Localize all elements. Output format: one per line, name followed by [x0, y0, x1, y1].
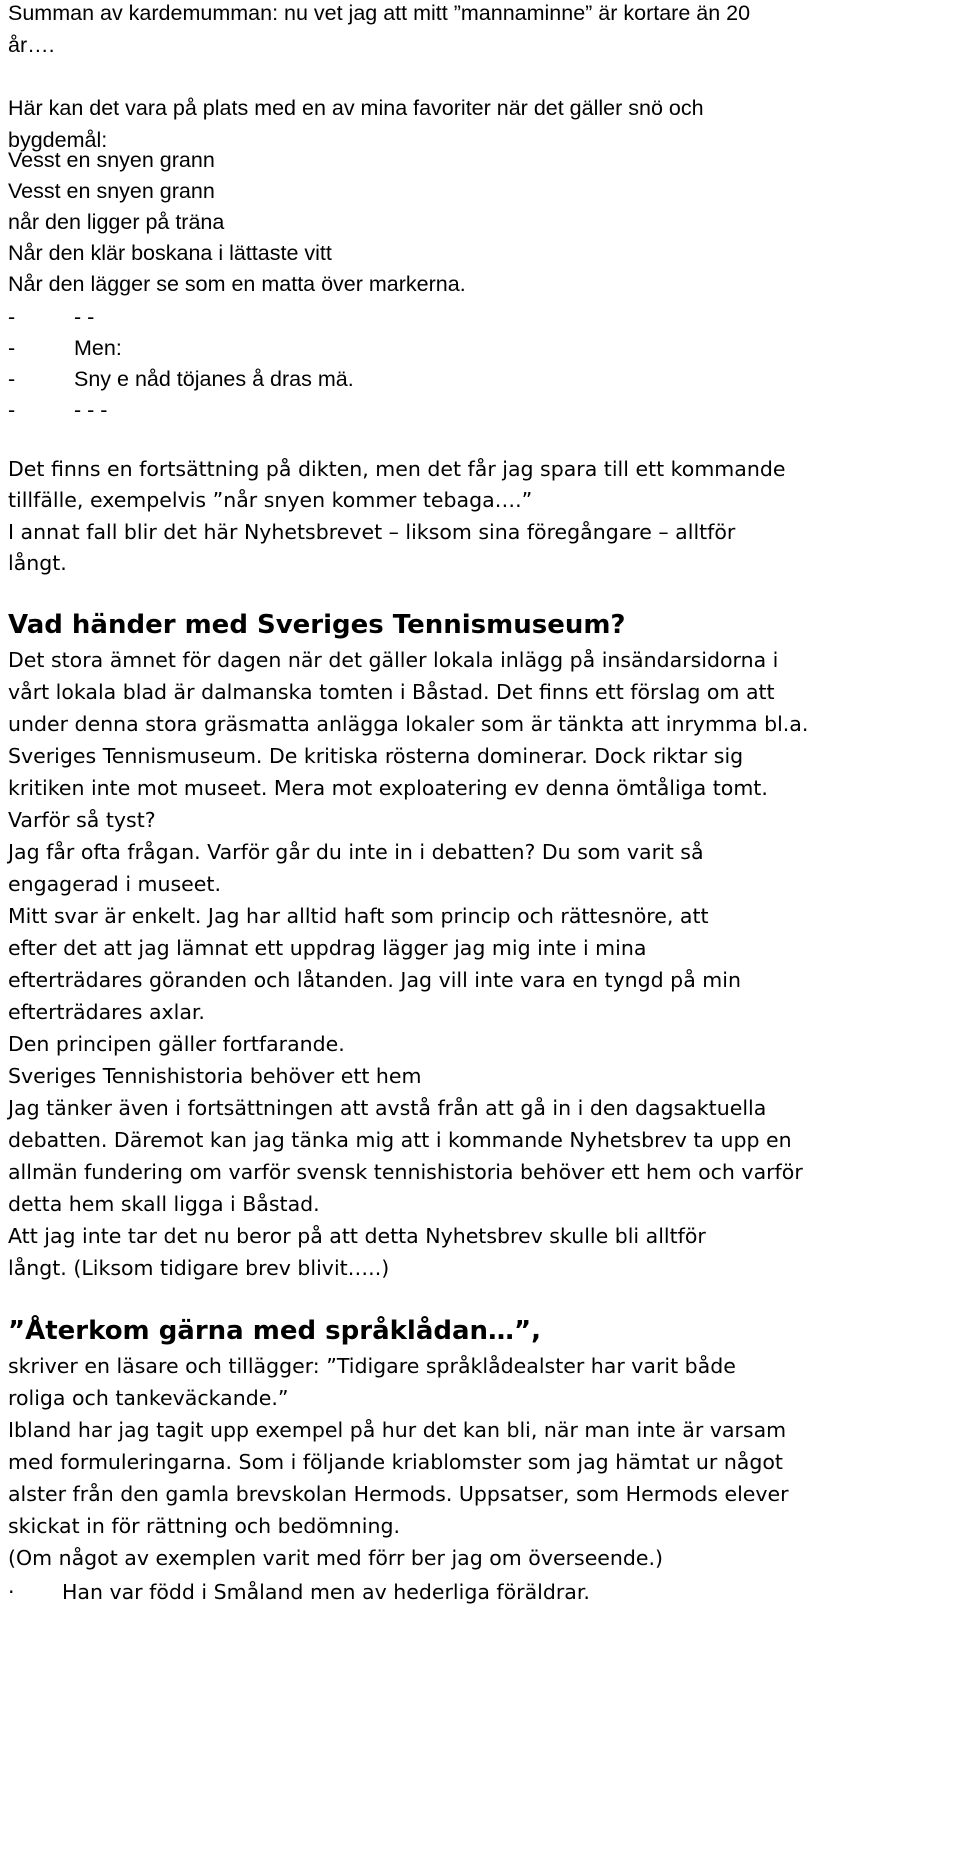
dash-item	[8, 367, 354, 392]
paragraph-line: Ibland har jag tagit upp exempel på hur det kan bli, när man inte är varsam	[8, 1418, 787, 1442]
paragraph-line: alster från den gamla brevskolan Hermods. Uppsatser, som Hermods elever	[8, 1482, 789, 1506]
paragraph-line: detta hem skall ligga i Båstad.	[8, 1192, 320, 1216]
poem-line: Vesst en snyen grann	[8, 179, 215, 203]
paragraph-line: skickat in för rättning och bedömning.	[8, 1514, 401, 1538]
paragraph-line: Mitt svar är enkelt. Jag har alltid haft som princip och rättesnöre, att	[8, 904, 709, 928]
paragraph-line: Det stora ämnet för dagen när det gäller lokala inlägg på insändarsidorna i	[8, 648, 779, 672]
poem-intro-line: Här kan det vara på plats med en av mina favoriter när det gäller snö och	[8, 96, 704, 120]
poem-intro-line: bygdemål:	[8, 128, 108, 152]
paragraph-line: Sveriges Tennismuseum. De kritiska rösterna dominerar. Dock riktar sig	[8, 744, 744, 768]
dash-marker: -	[8, 398, 16, 422]
bullet-item	[8, 1580, 590, 1604]
intro-line: Summan av kardemumman: nu vet jag att mitt ”mannaminne” är kortare än 20	[8, 1, 751, 25]
dash-item	[8, 398, 107, 423]
paragraph-line: I annat fall blir det här Nyhetsbrevet – liksom sina föregångare – alltför	[8, 520, 736, 544]
bullet-marker: ·	[8, 1580, 15, 1604]
dash-marker: -	[8, 367, 16, 391]
paragraph-line: Den principen gäller fortfarande.	[8, 1032, 345, 1056]
paragraph-line: långt.	[8, 551, 67, 575]
poem-line: når den ligger på träna	[8, 210, 225, 234]
paragraph-line: med formuleringarna. Som i följande kriablomster som jag hämtat ur något	[8, 1450, 783, 1474]
poem-line: Når den klär boskana i lättaste vitt	[8, 241, 332, 265]
paragraph-line: efterträdares göranden och låtanden. Jag vill inte vara en tyngd på min	[8, 968, 741, 992]
paragraph-line: kritiken inte mot museet. Mera mot exploatering ev denna ömtåliga tomt.	[8, 776, 768, 800]
dash-marker: -	[8, 336, 16, 360]
paragraph-line: Varför så tyst?	[8, 808, 156, 832]
dash-item	[8, 305, 94, 330]
paragraph-line: tillfälle, exempelvis ”når snyen kommer tebaga….”	[8, 488, 533, 512]
dash-text: Men:	[74, 336, 122, 360]
dash-text: - -	[74, 305, 95, 329]
dash-text: - - -	[74, 398, 108, 422]
paragraph-line: Att jag inte tar det nu beror på att detta Nyhetsbrev skulle bli alltför	[8, 1224, 706, 1248]
paragraph-line: (Om något av exemplen varit med förr ber jag om överseende.)	[8, 1546, 664, 1570]
paragraph-line: roliga och tankeväckande.”	[8, 1386, 289, 1410]
paragraph-line: allmän fundering om varför svensk tennishistoria behöver ett hem och varför	[8, 1160, 803, 1184]
paragraph-line: Sveriges Tennishistoria behöver ett hem	[8, 1064, 422, 1088]
paragraph-line: debatten. Däremot kan jag tänka mig att i kommande Nyhetsbrev ta upp en	[8, 1128, 792, 1152]
paragraph-line: Det finns en fortsättning på dikten, men det får jag spara till ett kommande	[8, 457, 786, 481]
paragraph-line: engagerad i museet.	[8, 872, 221, 896]
poem-line: Vesst en snyen grann	[8, 148, 215, 172]
paragraph-line: under denna stora gräsmatta anlägga lokaler som är tänkta att inrymma bl.a.	[8, 712, 809, 736]
dash-item	[8, 336, 122, 361]
paragraph-line: långt. (Liksom tidigare brev blivit…..)	[8, 1256, 390, 1280]
dash-text: Sny e nåd töjanes å dras mä.	[74, 367, 354, 391]
poem-line: Når den lägger se som en matta över markerna.	[8, 272, 466, 296]
paragraph-line: Jag får ofta frågan. Varför går du inte in i debatten? Du som varit så	[8, 840, 704, 864]
intro-line: år….	[8, 33, 55, 57]
paragraph-line: efterträdares axlar.	[8, 1000, 205, 1024]
paragraph-line: efter det att jag lämnat ett uppdrag lägger jag mig inte i mina	[8, 936, 647, 960]
paragraph-line: Jag tänker även i fortsättningen att avstå från att gå in i den dagsaktuella	[8, 1096, 767, 1120]
section-heading: Vad händer med Sveriges Tennismuseum?	[8, 610, 626, 640]
bullet-text: Han var född i Småland men av hederliga föräldrar.	[62, 1580, 590, 1604]
section-heading: ”Återkom gärna med språklådan…”,	[8, 1316, 541, 1346]
paragraph-line: vårt lokala blad är dalmanska tomten i Båstad. Det finns ett förslag om att	[8, 680, 775, 704]
dash-marker: -	[8, 305, 16, 329]
paragraph-line: skriver en läsare och tillägger: ”Tidigare språklådealster har varit både	[8, 1354, 736, 1378]
